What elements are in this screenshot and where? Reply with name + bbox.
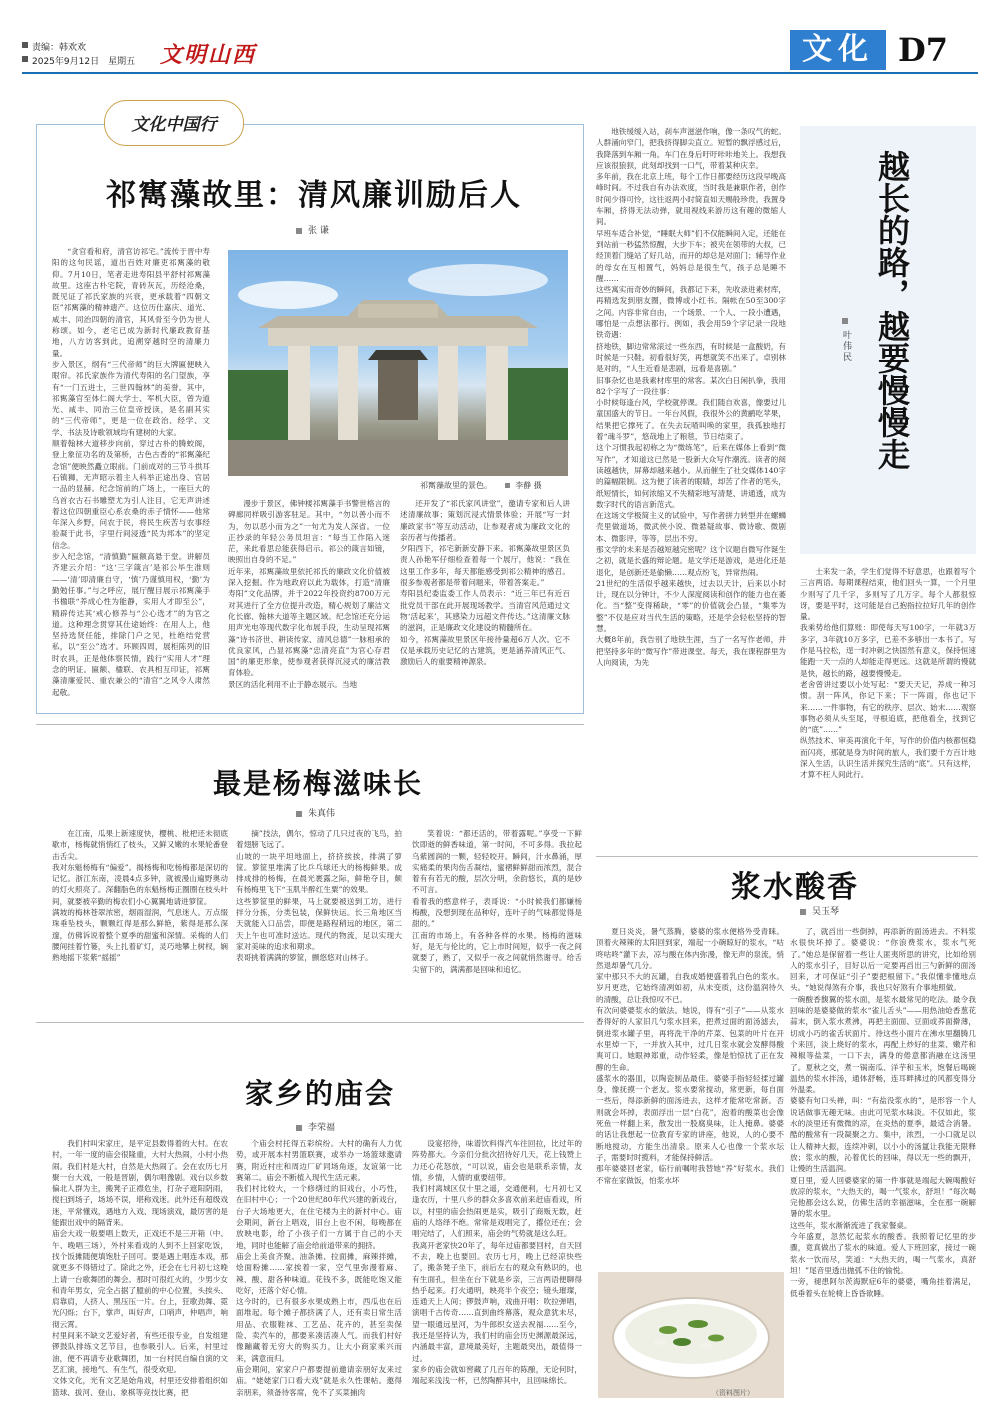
page-number: D7 bbox=[898, 31, 949, 69]
article2-title: 最是杨梅滋味长 bbox=[212, 767, 423, 800]
article4-byline bbox=[800, 904, 839, 917]
noodle-bowl-illustration bbox=[598, 1272, 784, 1398]
article2-author: 朱真伟 bbox=[308, 809, 336, 819]
article3-column-1: 我们村叫宋家庄，是平定县数得着的大村。在农村，一年一度的庙会很隆重，大村大热闹，小村小热闹。我们村是大村，自然是大热闹了。会在农历七月聚一台大戏，一般是晋剧，偶尔唱豫剧。戏台以乡数偏北人群为主，搬凳子正襟危坐，打杂子遮阳阴雨，搅扫到场子，场场不误，堪称戏迷。此外还有超级戏迷，平常懂戏，遇地方入戏、现场演戏，最厉害的是能跟出戏中的隔背来。 庙会大戏一般要唱上数天，正戏还不是三开箱（中、午、晚唱三场），外村来看戏的人到不上回家吃饭，找个饭摊随便填饱肚子回可。要是遇上唱连本戏，那就更多不得错过了。除此之外，还会在七月初七这晚上请一台歌舞团的舞会。那时可很红火的，少男少女和青年男女，完全占据了臆前的中心位置，头挨头、肩靠肩，人挤人、黑压压一片。台上，狂歌劲舞、霓光闪烁；台下，掌声，叫好声，口哨声，仲唱声，响彻云霄。 村里间来不缺文艺爱好者，有些还很专业，自发组建锣鼓队排练文艺节目，也参吸引人。后来，村里过油，便不再请专业歌舞团，加一台村民自编自演的文艺汇演，接地气、有生气，很受欢迎。 文体文化，光有文艺是始角戏，村里还安排着组织如篮球、拔河、登山、象棋等竞技比赛，把 bbox=[52, 1139, 228, 1397]
article1-author: 张 谦 bbox=[308, 226, 329, 236]
article4-author: 吴玉琴 bbox=[812, 907, 840, 917]
section-divider bbox=[36, 1022, 584, 1023]
header-bullet bbox=[22, 42, 28, 48]
column-tag: 文化中国行 bbox=[131, 115, 217, 135]
article1-caption-text: 祁寯藻故里的景色。 bbox=[420, 481, 492, 490]
section-divider bbox=[36, 724, 584, 725]
article-right-byline-square bbox=[842, 318, 848, 324]
article3-author: 李荣福 bbox=[308, 1123, 336, 1133]
article1-caption-square bbox=[505, 483, 510, 488]
issue-date: 2025年9月12日 星期五 bbox=[32, 57, 136, 67]
article4-title: 浆水酸香 bbox=[731, 870, 859, 905]
article-right-author: 叶伟民 bbox=[841, 330, 851, 363]
article1-column-1: “贪官看和府，清官访祁宅。”流传于晋中寿阳的这句民谣，道出百姓对廉吏祁寯藻的敬仰。7月10日，笔者走进寿阳县平舒村祁寯藻故里。这座古朴宅院，青砖灰瓦，历经沧桑，既见证了祁氏家族的兴衰，更承载着“四朝文臣”祁寯藻的精神遗产。这位历仕嘉庆、道光、咸丰、同治四朝的清官，其风骨至今仍为世人称颂。如今，老宅已成为新时代廉政教育基地，八方访客到此，追溯穿越时空的清廉力量。 步入景区，纲有“三代帝师”的巨大牌匾便映入眼帘。祁氏家族作为清代寿阳的名门望族，享有“一门五进士，三世四翰林”的美誉。其中，祁寯藻官至体仁阁大学士、军机大臣，曾为道光、咸丰、同治三位皇帝授读，是名副其实的“三代帝师”，更是一位在政治、经学、文学、书法及诗歌领域均有建树的大家。 顺着翰林大道移步向前，穿过古朴的腾蛟阁，登上象征功名的及第桥，古色古香的“祁寯藻纪念馆”便映然矗立眼前。门前成对的三节斗拱耳石镇狮，无声昭示着主人科举正途出身、官居一品的显赫。纪念馆前的广场上，一座巨大的乌首衣古石书雕塑尤为引人注目，它无声讲述着这位四朝重臣心系农桑的赤子情怀——他常年深入乡野，问农于民，将民生疾苦与农事经验凝于此书，字里行间浸透“民为邦本”的坚定信念。 步入纪念馆，“清慎勤”匾额高悬于堂。讲解员齐建云介绍：“这‘三字箴言’是祁公毕生准则——‘清’即清廉自守，‘慎’乃谨慎用权，‘勤’为勤勉任事。”与之呼应，展厅醒目展示祁寯藻手书楹联“养成心性为能静，实用人才即至公”，精辟传达其‘戒心修养与“公心选才”的为官之道。这种理念贯穿其仕途始终：在用人上，他坚持选贤任能，排除门户之见，杜绝结党营私，以“至公”选才。环顾四周，展柜陈列的旧时农具，正是他体察民情，践行“实用人才”理念的明证。匾额、楹联、农具相互印证，祁寯藻清廉爱民、重农兼公的“清官”之风令人肃然起敬。 bbox=[52, 247, 210, 697]
article4-column-2: 了，就舀出一些倒掉，再添新的面汤进去。不料浆水很快坏掉了。婆婆说：“你浪费浆水，浆水气死了。”她总是保留着一些让人匪夷所思的讲究，比如给别人的浆水引子，目好以后一定要再舀出三勺新鲜的面汤回来，才可保证“引子”要把根留下。”我似懂非懂地点头。“她说得煞有介事，我也只好煞有介事地照做。 一碗酸香馥翼的浆水面，是浆水最常见的吃法。最令我回味的是婆婆做的浆水“雀儿舌头”——用热油炝香葱花蒜末，倒入浆水煮沸，再把主面面、豆面或荞面擀薄，切成小巧的雀舌状面片。待这些小面片在沸水里翻腾几个来回，淡上烧好的浆水，再配上炒好的韭菜、嫩芹和辣椒等盐菜，一口下去，满身的倦意都消融在这汤里了。夏秋之交，煮一锅南瓜、洋芋和玉米，饱餐后喝碗温热的浆水拌汤，通体舒畅，连耳畔拂过的风都变得分外温柔。 婆婆有句口头禅，叫：“有盐没浆水的”，是形容一个人说话做事无趣无味。由此可见浆水味淡。不仅如此，浆水的淡里还有微微的凉，在炎热的夏季，最适合消暑。酷的酸常有一段凝聚之力。集中，浓烈，一小口就足以让人精神大振，连续冲刺，以小小的汤氲让我能无限释放；浆水的酸，沁着优长的回味，得以无一些的飘开，让慢的生活温润。 夏日里，爱人回婆婆家的第一件事就是端起大碗喝酸好放凉的浆水，“大热天的，喝一气浆水，舒坦！”每次喝完他都会这么说，仿佛生活的幸福滋味，全在那一碗解暑的浆水里。 这些年，浆水渐渐流进了我家餐桌。 今年盛夏，忽然忆起浆水的酸香。我照着记忆里的步骤，竟真做出了浆水的味道。爱人下班回家，接过一碗浆水一饮而尽，笑道：“大热天的，喝一气浆水，真舒坦！”尾音里透出抛弧不住的愉悦。 一旁，褪患阿尔茨海默症6年的婆婆，嘴角挂着满足，低垂着头在轮椅上昏昏欲睡。 bbox=[790, 927, 976, 1298]
article1-byline bbox=[296, 223, 329, 236]
article3-title: 家乡的庙会 bbox=[244, 1077, 395, 1110]
article4-column-1: 夏日炎炎，暑气蒸腾，婆婆的浆水便格外受青睐。顶着火辣辣的太阳回到家，端起一小碗晾好的浆水，“咕咚咕咚”灌下去，凉与酸在体内弥漫，像无声的泉流，悄然退却暑气几分。 家中那只不大的瓦罐，自我成婚便盛着乳白色的浆水。岁月更迭，它始终清冽如初，从未变质，这份温润待久的清酸，总让我惊叹不已。 有次问婆婆浆水的做法。她说，得有“引子”——从浆水香得好的人家旧几勺浆水回来，把煮过面的面汤滤去，倒进浆水罐子里，再将洗干净的芹菜、包菜的叶片在开水里焯一下，一并放入其中，过几日浆水就会发酵得酸爽可口。她眼神郑重，动作轻柔，像是怕惊扰了正在发酵的生命。 盛浆水的器皿，以陶瓷制品最佳。婆婆手指轻轻揉过罐身，像抚摸一个老友。浆水要常搅动，常更新，每自面一些后，得添新鲜的面汤进去，这样才能常吃常新。否则就会坏掉，表面浮出一层“白花”，泡着的酸菜也会像死鱼一样翻上来，散发出一股腐臭味，让人掩鼻。婆婆的话让我想起一位教育专家的讲座，他说，人的心要不断地搅动，方能生出清泉。原来人心也像一个浆水坛子，需要时时揽料，才能保持鲜活。 那年婆婆回老家，临行前嘱咐我替她“养”好浆水。我们不常在家做饭，怕浆水坏 bbox=[596, 927, 784, 1185]
article3-column-2: 个庙会村托得五彩缤纷。大村的确有人力优势，或开展本村男篮联赛，或举办一场篮球邀请赛，附近村庄和周边厂矿同场角逐，友谊第一比赛第二。庙会不断植入现代生活元素。 我们村比较大，一个修缮过的旧戏台，小巧性，在旧村中心；一个20世纪80年代兴建的新戏台，台子大场地更大，在住宅楼为主的新村中心。庙会期间，新台上唱戏，旧台上也不闲，每晚都在放映电影，给了小孩子们一方属于自己的小天地，同时也能解了庙会给前道带来的拥挤。 庙会上美食齐聚。油条摊、拉面摊，麻辣拌摊，烩面粉摊……家挨着一家，空气里弥漫着麻、辣、酸、甜各种味道。花钱不多，既能吃饱又能吃好，还落个好心情。 这今时的，已有很多水果成熟上市，西瓜也在后面堆起。每个摊子都挤满了人，还有卖日常生活用品、衣服鞋袜、工艺品、花卉的，甚至卖保险、卖汽车的，都要来凑活凑人气。而我们村好像蹦藏着无穷大的购买力，让大小商家乘兴而来，满意而归。 庙会期间，家家户户都要提前邀请亲朋好友来过庙。“姥姥家门口看大戏”就是永久性课帖。邀得亲朋来，须备待客席，免不了买菜捕肉 bbox=[236, 1139, 402, 1397]
header-bullet bbox=[22, 56, 28, 62]
header-rule bbox=[22, 72, 978, 74]
article3-column-3: 设宴招待，味谱饮料得汽车往回拉，比过年的阵势都大。今亲们分批次招待好几天，花上钱赞上力还心花怒放，“可以说，庙会也是联系亲情，友情，乡情，人情的重要纽带。 我们村离城区仅十里之遥，交通便利，七月初七又逢农历，十里八乡的群众多喜欢前来赶庙看戏，所以，村里的庙会热闹更是实，吸引了商贩无数，赶庙的人络绎不绝。常常是戏唱完了，撂位还在；会唱完结了，人们照来，庙会的气势就是这么旺。 我离开老家快20年了，每年过庙都要回村，自天回不去，晚上也要回。农历七月，晚上已经凉快些了，搬条凳子坐下，前后左右的观众有熟识的，也有生面孔，但坐在台下就是乡亲，三言两语便聊得热乎起来。打火通明，映亮半个夜空；镜头璀璨，连通天上人间；锣鼓声响，戏曲开唱：吹拉弹唱，演唱千古传奇……直到曲终幕落，观众意犹未尽，望一眼通远星河，为牛郎织女送去祝福……至今，我还是坚持认为，我们村的庙会历史渊源最深远，内涵最丰富，意境最美好，主题最突出，最值得一过。 家乡的庙会就如窖藏了几百年的陈酿，无论何时，端起来浅浅一杯，已然陶醉其中，且回味绵长。 bbox=[412, 1139, 582, 1386]
brand-logo: 文明山西 bbox=[160, 42, 257, 68]
article1-photo-credit: 李静 摄 bbox=[515, 481, 542, 490]
article1-photo bbox=[228, 250, 568, 476]
article-right-column-1: 地铁缓缓入站，刹车声滋滋作响，像一条叹气的蛇。人群涌向窄门，把我挤得脚尖直立。短暂的飘浮感过后，我降落到车厢一角。车门在身后吁吁咔咔地关上。我想我应该很狼狈，此刻却找到一口气，带着某种庆幸。 多年前，我在北京上班，每个工作日都要经历这段早晚高峰时间。不过我自有办法欢度，当时我是兼职作者，创作时间少得可怜，这往返两小时简直如天赐般珍贵。我置身车厢，挤得无法动弹，就用视线来游历这有趣的微缩人间。 早班车适合补觉，“睡眠大师”们不仅能瞬间入定，还能在到站前一秒猛然惊醒，大步下车；被夹在领带的大叔，已经顶着门缝站了好几站，而开的却总是对面门；辅导作业的母女在互相置气，妈妈总是很生气，孩子总是睡不醒…… 这些寓实而奇妙的瞬间，我都记下来，先收录进素材库，再精选发到朋友圈，微博或小红书。隔帐在50至300字之间。内容非常自由，一个场景、一个人、一段小遭遇，哪怕是一点想法都行。例如，我会用59个字记录一段地铁奇遇： 挤地铁，脚边常常滚过一些东西，有时候是一盒酸奶，有时候是一只鞋。初看很好笑，再想就笑不出来了。卓别林是对的，“人生近看是悲剧，远看是喜剧。” 旧事杂忆也是我素材库里的常客。某次白日闲扒拳，我用82个字写了一段往事： 小时候每逢台风，学校就停课。我们随自欢喜，像要过儿童国盛大的节日。一年台风假，我很外公的黄鹂吃苹果，结果把它撑死了。在失去玩喳叫唤的家里，我孤独地打着“魂斗罗”，悠哉地上了粮毯，节日结束了。 这个习惯我起初称之为“微练笔”，后来在媒体上看到“微写作”，才知道这已然是一股新大众写作潮流。读者的阅读越越快，屏幕却越来越小。从而催生了社交媒体140字的篇幅限制。这为便了读者的眼睛，却苦了作者的笔头，纸短情长，如何浓缩又不失精彩地写清楚、讲通透，成为数字时代的语言新范式。 在这场文学极简主义的试验中，写作者拼力转型并在螺蛳壳里做道场，微武侠小说、微悬疑故事、微诗歌、微剧本、微影评，等等，层出不穷。 那文学的未来是否越短越完密呢？这个议题自微写作诞生之初，就是长盛的辩论题。是文学还是游戏，是进化还是退化，是创新还是偷懒……观点纷飞，异常热闹。 21世纪的生活似乎越来越快，过去以天计，后来以小时计，现在以分钟计，不少人深度阅读和创作的能力也在萎化。当“整”变得稀缺，“零”的价值就会凸显，“集零为整”不仅是应对当代生活的策略，还是学会轻松坚持的智慧。 大概8年前，我告别了地铁生涯，当了一名写作老师，并把坚持多年的“微写作”带进课堂。每天，我在课程群里为人向阅读，为先 bbox=[596, 127, 786, 667]
article1-photo-caption bbox=[420, 480, 542, 491]
article1-column-2: 漫步于景区，佛钟楼祁寯藻手书警世格言的碑廊同样吸引游客驻足。其中，“勿以善小而不为，勿以恶小而为之”一句尤为发人深省。一位正抄录的年轻公务员坦言：“每当工作陷入迷茫，来此看思总能获得启示。祁公的箴言如镜，映照出自身的不足。” 近年来，祁寯藻故里依托祁氏的廉政文化价值被深入挖掘。作为地政府以此为载体，打造“清廉寿阳”文化品牌，并于2022年投资约8700万元对其进行了全方位提升改造，精心规划了廉洁文化长廊、翰林大道等主题区域。纪念馆还充分运用声光电等现代数字化布展手段，生动呈现祁寯藻“诗书济世、耕读传家、清风总德”一脉相承的优良家风，凸显祁寯藻“忠清亮直”为官心存君国”的廉吏形象，使参观者获得沉浸式的廉洁教育体验。 景区的活化利用不止于静态展示。当地 bbox=[228, 499, 390, 689]
article3-byline bbox=[296, 1120, 335, 1133]
page-header bbox=[0, 0, 1000, 68]
memorial-archway-illustration bbox=[228, 250, 568, 476]
article2-byline bbox=[296, 806, 335, 819]
article4-photo bbox=[598, 1272, 784, 1398]
section-tag: 文化 bbox=[790, 30, 886, 70]
article2-column-2: 摘”技法，偶尔，惊动了几只过夜的飞鸟，拍着翅膀飞远了。 山坡的一块平坦地面上，挤挤挨挨，排满了箩筐。箩筐里堆满了比乒乓球还大的杨梅鲜果。成排成排的杨梅，在晨光裹露之际，鲜艳夺目，颇有杨梅里飞下“玉肌半醉红生粟”的效果。 这些箩筐里的鲜果，马上就要被送到工坊，进行拌分分拣，分类包装，保鲜快运。长三角地区当天就能入口品尝，即便是路程稍远的地区，第二天上午也可准时送达。现代的物流，足以实现大家对美味的追求和期求。 表哥挑着满满的箩筐，颤悠悠对山林子。 bbox=[236, 829, 402, 963]
article1-title: 祁寯藻故里：清风廉训励后人 bbox=[106, 178, 522, 213]
section-divider bbox=[596, 856, 978, 857]
article1-column-3: 还开发了“祁氏家风讲堂”，邀请专家和后人讲述清廉故事；策划沉浸式情景体验；开展“写一封廉政家书”等互动活动，让参观者成为廉政文化的亲历者与传播者。 夕阳西下，祁宅新新安静下来。祁寯藻故里景区负责人孙艳军仔细检查着每一个展厅，他说：“我在这里工作多年，每天都能感受到祁公精神的感召。很多参观者都是带着问题来，带着答案走。” 寿阳县纪委监委工作人员表示：“近三年已有近百批党员干部在此开展现场教学。当清官风范通过文物‘活起来’，其感染力远超文件传达。”这清廉文脉的滋润，正是廉政文化建设的精髓所在。 如今，祁寯藻故里景区年接待量超6万人次。它不仅是承载历史记忆的古建筑，更是涵养清风正气、激励后人的重要精神源泉。 bbox=[400, 499, 570, 667]
article2-column-3: 笑着说：“都还活的，带着露呢。”享受一下鲜饮即逝的鲜香味道，第一时间，不可多得。我拉起乌紫圆润的一颗，轻轻咬开。瞬间，汁水鼻涌，厚实痛柔的果肉伤舌凝结，蜜褶鲜鲜甜而浓烈，混合着有有若无的酸，层次分明，余韵悠长，真的是妙不可言。 看着我的憨意样子，表哥说：“小时候我们都嫌杨梅酸，没想到现在品种好，连叶子的气味都觉得是甜的。” 江南的市场上，有各种各样的水果。杨梅的滋味好，是无与伦比的，它上市时间短，似乎一夜之间就要了，熟了，又似乎一夜之间就悄然谢寻。给舌尖留下的，满满都是回味和追忆。 bbox=[412, 829, 582, 974]
article-right-column-2: 士来发一条，学生们觉得不好意思，也跟着写个三言两语。每期课程结束，他们回头一算，一个月里少则写了几千字，多则写了几万字。每个人都很惊讶，要是平时，这可能是自己抱指拉拉好几年的创作量。 我乘势给他们算账：即使每天写100字，一年就3万多字，3年就10万多字，已差不多够出一本书了。写作是马拉松，逞一时冲刺之快固然有意义，保持恒速能跑一天一点的人却能走得更远。这就是所谓的慢就是快，越长的路，越要慢慢走。 老舍曾讲过要以小处写起：“要天天记，养成一种习惯。刮一阵风，你记下来；下一阵雨，你也记下来……一件事物，有它的秩序、层次、始末……观察事物必须从头至尾，寻根追底，把他看全，找到它的“底”……” 纵然技术、审美再演化千年，写作的价值内核都恒稳而闪亮，那就是身为时间的旅人，我们要千方百计地深入生活，认识生活并探究生活的“底”。只有这样，才算不枉人间此行。 bbox=[800, 567, 976, 780]
article2-column-1: 在江南，瓜果上新速度快，樱桃、枇杷还未彻底歇市，杨梅就悄悄红了枝头，又鲜又嫩的水果轮番登击舌尖。 我对东魁杨梅有“偏爱”。揭杨梅和吃杨梅都是深切的记忆。浙江东南，凌晨4点多钟，就被漫山遍野奥动的灯火照亮了。深翻脂色的东魁杨梅正圈圈在枝头叶间，就要被辛勤的梅农们小心翼翼地请进箩筐。 满坡的梅林苍翠浓密，烟雨湿润，气息迷人。万点缀珠垂坠枝头，颗颗红得是那么鲜艳，紫得是那么深邃，仿佛诉说着整个夏季的甜蜜和深情。采梅的人们腰间挂着竹篓，头上扎着矿灯，灵巧地攀上树杈，娴熟地摇下浆紫“摇摇” bbox=[52, 829, 228, 963]
article-right-title: 越长的路，越要慢慢走 bbox=[873, 150, 911, 470]
article4-photo-caption: （资料图片） bbox=[712, 1389, 754, 1397]
editor-credit: 责编：韩欢欢 bbox=[32, 43, 87, 53]
